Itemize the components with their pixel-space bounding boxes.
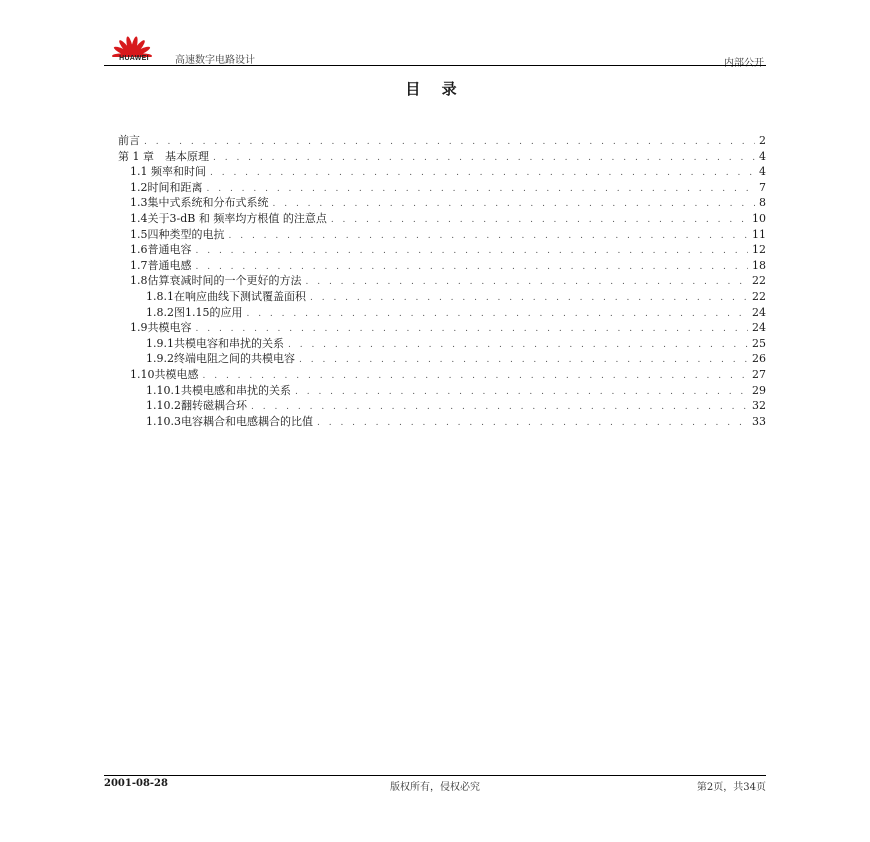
toc-entry-title: 1.9.2终端电阻之间的共模电容 xyxy=(146,352,295,366)
toc-entry-title: 1.5四种类型的电抗 xyxy=(130,227,225,241)
toc-dot-leader xyxy=(331,213,748,229)
toc-entry-page: 24 xyxy=(752,305,766,319)
toc-dot-leader xyxy=(251,400,748,416)
toc-entry[interactable] xyxy=(118,242,766,258)
toc-entry-page: 29 xyxy=(752,383,766,397)
page-title: 目 录 xyxy=(405,80,465,98)
toc-entry[interactable] xyxy=(118,383,766,399)
footer-copyright: 版权所有，侵权必究 xyxy=(390,782,480,793)
toc-entry-title: 1.8估算衰减时间的一个更好的方法 xyxy=(130,274,302,288)
toc-entry-page: 2 xyxy=(759,134,766,147)
toc-entry-title: 前言 xyxy=(118,134,140,147)
toc-entry[interactable] xyxy=(118,414,766,430)
toc-entry[interactable] xyxy=(118,133,766,149)
toc-entry-page: 12 xyxy=(752,243,766,257)
toc-dot-leader xyxy=(306,275,749,291)
page-header xyxy=(104,33,766,69)
toc-dot-leader xyxy=(229,229,749,245)
toc-dot-leader xyxy=(273,197,756,213)
toc-entry-page: 7 xyxy=(759,180,766,194)
logo-text: HUAWEI xyxy=(119,55,149,62)
toc-entry-page: 4 xyxy=(759,165,766,179)
toc-dot-leader xyxy=(295,385,748,401)
toc-dot-leader xyxy=(310,291,748,307)
toc-dot-leader xyxy=(144,135,755,151)
toc-entry-title: 1.8.2图1.15的应用 xyxy=(146,305,243,319)
toc-entry-title: 1.3集中式系统和分布式系统 xyxy=(130,196,269,210)
toc-dot-leader xyxy=(288,338,748,354)
toc-entry[interactable] xyxy=(118,180,766,196)
table-of-contents xyxy=(118,133,766,429)
toc-entry[interactable] xyxy=(118,211,766,227)
toc-entry-page: 32 xyxy=(752,399,766,413)
toc-entry-page: 27 xyxy=(752,367,766,381)
classification-label: 内部公开 xyxy=(724,58,764,69)
toc-entry-page: 18 xyxy=(752,258,766,272)
toc-dot-leader xyxy=(210,166,755,182)
toc-entry-title: 1.10共模电感 xyxy=(130,367,199,381)
toc-dot-leader xyxy=(246,307,748,323)
toc-entry-page: 22 xyxy=(752,289,766,303)
toc-entry-page: 4 xyxy=(759,149,766,163)
toc-entry-title: 1.9共模电容 xyxy=(130,321,192,335)
document-title: 高速数字电路设计 xyxy=(175,55,255,66)
toc-entry[interactable] xyxy=(118,273,766,289)
toc-entry[interactable] xyxy=(118,336,766,352)
toc-entry-page: 24 xyxy=(752,321,766,335)
toc-entry[interactable] xyxy=(118,367,766,383)
toc-entry-title: 1.8.1在响应曲线下测试覆盖面积 xyxy=(146,289,306,303)
toc-entry-page: 8 xyxy=(759,196,766,210)
toc-entry-title: 1.4关于3-dB 和 频率均方根值 的注意点 xyxy=(130,211,327,225)
toc-entry-page: 11 xyxy=(752,227,766,241)
toc-dot-leader xyxy=(207,182,756,198)
toc-entry-page: 10 xyxy=(752,211,766,225)
toc-dot-leader xyxy=(213,151,755,167)
toc-entry-title: 1.7普通电感 xyxy=(130,258,192,272)
toc-entry[interactable] xyxy=(118,351,766,367)
toc-entry[interactable] xyxy=(118,289,766,305)
toc-entry[interactable] xyxy=(118,258,766,274)
toc-entry-title: 1.10.2翻转磁耦合环 xyxy=(146,399,247,413)
toc-entry[interactable] xyxy=(118,164,766,180)
huawei-petals-icon xyxy=(106,33,160,57)
toc-dot-leader xyxy=(317,416,748,432)
toc-entry-title: 1.10.1共模电感和串扰的关系 xyxy=(146,383,291,397)
toc-entry-title: 1.10.3电容耦合和电感耦合的比值 xyxy=(146,414,313,428)
header-divider xyxy=(104,65,766,66)
toc-entry-page: 33 xyxy=(752,414,766,428)
footer-date: 2001-08-28 xyxy=(104,778,168,789)
page-footer xyxy=(104,775,766,795)
toc-entry[interactable] xyxy=(118,320,766,336)
toc-entry-title: 1.2时间和距离 xyxy=(130,180,203,194)
toc-entry-title: 第 1 章 基本原理 xyxy=(118,149,209,163)
toc-entry-title: 1.1 频率和时间 xyxy=(130,165,206,179)
footer-page-number: 第2页，共34页 xyxy=(696,782,766,793)
huawei-logo xyxy=(106,33,160,65)
toc-entry-page: 25 xyxy=(752,336,766,350)
toc-entry-page: 22 xyxy=(752,274,766,288)
toc-entry[interactable] xyxy=(118,149,766,165)
toc-entry[interactable] xyxy=(118,195,766,211)
toc-entry-page: 26 xyxy=(752,352,766,366)
toc-dot-leader xyxy=(299,353,748,369)
toc-entry-title: 1.6普通电容 xyxy=(130,243,192,257)
toc-entry[interactable] xyxy=(118,227,766,243)
footer-divider xyxy=(104,775,766,776)
toc-entry[interactable] xyxy=(118,398,766,414)
toc-entry-title: 1.9.1共模电容和串扰的关系 xyxy=(146,336,284,350)
toc-entry[interactable] xyxy=(118,305,766,321)
toc-dot-leader xyxy=(196,244,749,260)
